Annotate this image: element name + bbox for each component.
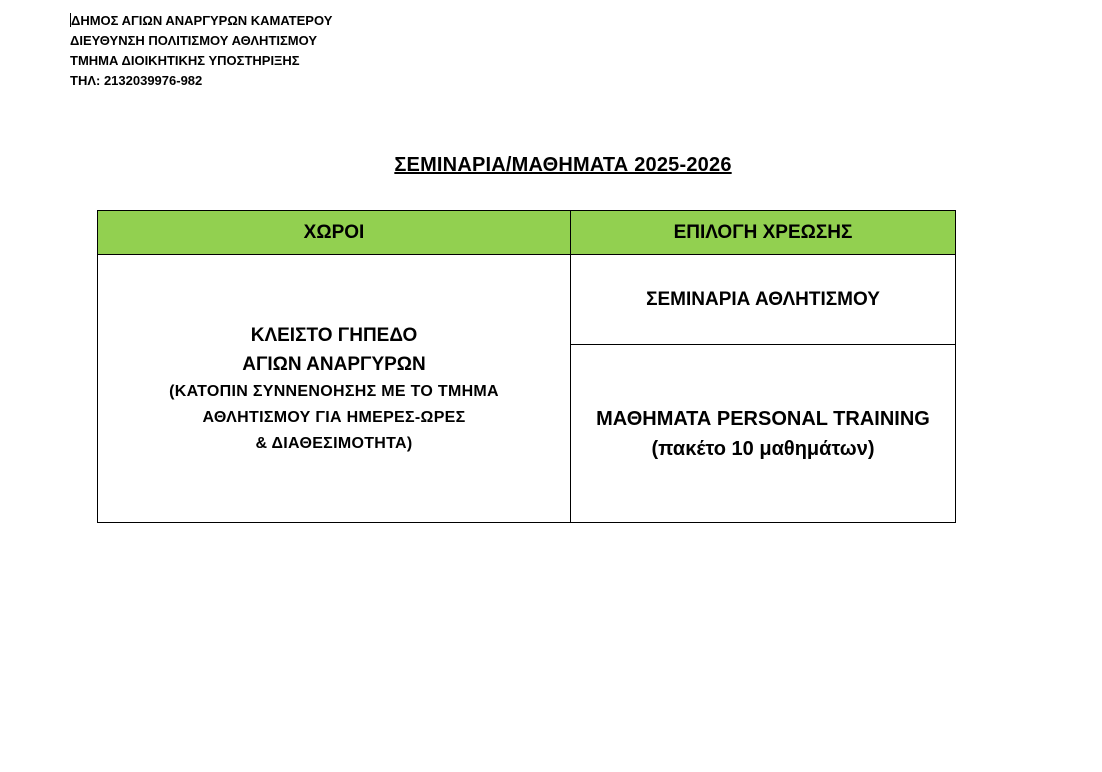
venue-note-line-2: ΑΘΛΗΤΙΣΜΟΥ ΓΙΑ ΗΜΕΡΕΣ-ΩΡΕΣ: [202, 408, 466, 426]
letterhead-department: ΤΜΗΜΑ ΔΙΟΙΚΗΤΙΚΗΣ ΥΠΟΣΤΗΡΙΞΗΣ: [70, 53, 300, 68]
letterhead-municipality: [70, 11, 332, 31]
letterhead-directorate: ΔΙΕΥΘΥΝΣΗ ΠΟΛΙΤΙΣΜΟΥ ΑΘΛΗΤΙΣΜΟΥ: [70, 33, 318, 48]
schedule-table: [97, 210, 956, 523]
option-sports-seminars-label: ΣΕΜΙΝΑΡΙΑ ΑΘΛΗΤΙΣΜΟΥ: [646, 288, 880, 310]
venue-note-line-3: & ΔΙΑΘΕΣΙΜΟΤΗΤΑ): [255, 434, 413, 452]
option-personal-training-package: (πακέτο 10 μαθημάτων): [651, 437, 875, 460]
option-personal-training-label: ΜΑΘΗΜΑΤΑ PERSONAL TRAINING: [596, 407, 930, 430]
option-sports-seminars: [571, 255, 956, 345]
venue-note: [98, 379, 570, 457]
venue-name-line-1: ΚΛΕΙΣΤΟ ΓΗΠΕΔΟ: [250, 324, 418, 346]
letterhead: [70, 11, 332, 91]
letterhead-phone: ΤΗΛ: 2132039976-982: [70, 73, 203, 88]
table-header-row: [98, 211, 956, 255]
venue-cell: [98, 255, 571, 523]
document-title: ΣΕΜΙΝΑΡΙΑ/ΜΑΘΗΜΑΤΑ 2025-2026: [394, 154, 732, 176]
header-venues: ΧΩΡΟΙ: [98, 211, 571, 255]
table-row: [98, 255, 956, 345]
letterhead-line-1: ΔΗΜΟΣ ΑΓΙΩΝ ΑΝΑΡΓΥΡΩΝ ΚΑΜΑΤΕΡΟΥ: [71, 13, 333, 28]
venue-name-line-2: ΑΓΙΩΝ ΑΝΑΡΓΥΡΩΝ: [242, 353, 426, 375]
option-personal-training: [571, 345, 956, 523]
header-charge-option: ΕΠΙΛΟΓΗ ΧΡΕΩΣΗΣ: [571, 211, 956, 255]
venue-note-line-1: (ΚΑΤΟΠΙΝ ΣΥΝΝΕΝΟΗΣΗΣ ΜΕ ΤΟ ΤΜΗΜΑ: [169, 382, 499, 400]
